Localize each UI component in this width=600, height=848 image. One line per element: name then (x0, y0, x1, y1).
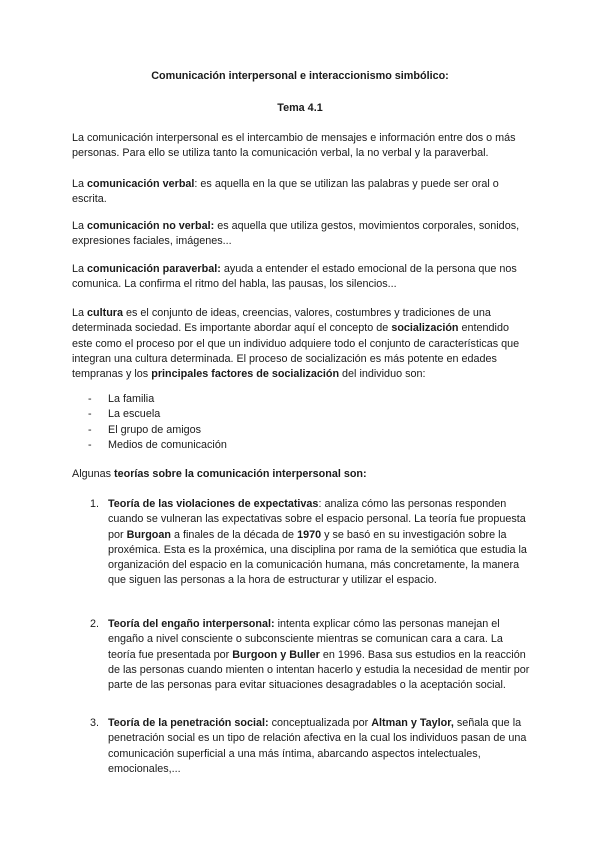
cultura-term: cultura (87, 307, 124, 319)
teoria-term: Teoría del engaño interpersonal: (108, 618, 275, 630)
teoria-author: Burgoan (126, 528, 171, 541)
teoria-text: en 1996. Basa sus estudios en la reacción de las personas cuando mienten o intentan hacerlo y estudia la necesidad de mentir por parte de las personas para evitar situaciones desagradables o la aceptación social. (108, 648, 530, 692)
factores-term: principales factores de socialización (151, 368, 340, 381)
no-verbal-definition: es aquella que utiliza gestos, movimientos corporales, sonidos, expresiones faciales, imágenes... (72, 220, 520, 248)
cultura-text-1: La (72, 307, 88, 319)
paraverbal-definition: ayuda a entender el estado emocional de la persona que nos comunica. La confirma el ritmo del habla, las pausas, los silencios... (72, 263, 517, 291)
teoria-text: a finales de la década de (171, 528, 298, 541)
intro-text: La comunicación interpersonal es el intercambio de mensajes e información entre dos o más personas. Para ello se utiliza tanto la comunicación verbal, la no verbal y la paraverbal. (72, 132, 516, 160)
no-verbal-paragraph (72, 219, 532, 250)
teorias-intro-term: teorías sobre la comunicación interpersonal son: (114, 468, 367, 480)
document-subtitle: Tema 4.1 (277, 102, 323, 114)
cultura-text-3: entendido este como el proceso por el que un individuo adquiere todo el conjunto de características que integran una cultura determinada. El proceso de socialización es más potente en edades tempranas y los (72, 322, 520, 381)
teoria-text: y se basó en su investigación sobre la proxémica. Esta es la proxémica, una disciplina por rama de la semiótica que estudia la organización del espacio en la comunicación humana, más concretamente, la manera que siguen las personas a la hora de estructurar y utilizar el espacio. (108, 528, 527, 587)
document-title: Comunicación interpersonal e interaccionismo simbólico: (151, 70, 449, 82)
teoria-item-2 (90, 617, 530, 693)
cultura-paragraph (72, 306, 532, 382)
intro-paragraph (72, 131, 532, 162)
teoria-text: intenta explicar cómo las personas manejan el engaño a nivel consciente o subconsciente mientras se comunican cara a cara. La teoría fue presentada por (108, 618, 503, 661)
verbal-paragraph (72, 177, 532, 208)
teoria-item-1 (90, 497, 530, 589)
teoria-term: Teoría de la penetración social: (108, 717, 269, 729)
verbal-definition: : es aquella en la que se utilizan las palabras y puede ser oral o escrita. (72, 178, 499, 206)
list-item: - La familia (88, 392, 227, 407)
cultura-text-4: del individuo son: (339, 368, 426, 381)
socializacion-term: socialización (391, 322, 459, 335)
teoria-text: : analiza cómo las personas responden cuando se vulneran las expectativas sobre el espacio personal. La teoría fue propuesta por (108, 498, 526, 541)
teoria-text: conceptualizada por (268, 717, 372, 729)
list-item: - La escuela (88, 407, 227, 422)
item-number: 3. (90, 717, 100, 729)
teoria-author: Burgoon y Buller (232, 648, 320, 661)
verbal-lead: La (72, 178, 88, 190)
no-verbal-lead: La (72, 220, 88, 232)
teoria-item-3 (90, 716, 530, 777)
cultura-text-2: es el conjunto de ideas, creencias, valores, costumbres y tradiciones de una determinada sociedad. Es importante abordar aquí el concepto de (72, 307, 491, 335)
item-number: 2. (90, 618, 100, 630)
factores-list (88, 392, 227, 453)
verbal-term: comunicación verbal (87, 178, 195, 190)
teoria-body (108, 617, 530, 693)
paraverbal-paragraph (72, 262, 532, 293)
paraverbal-lead: La (72, 263, 88, 275)
paraverbal-term: comunicación paraverbal: (87, 263, 221, 275)
teoria-body (108, 716, 530, 777)
teorias-intro (72, 467, 532, 482)
list-item: - Medios de comunicación (88, 438, 227, 453)
teorias-intro-text: Algunas (72, 468, 115, 480)
teoria-year: 1970 (297, 528, 322, 541)
teoria-author: Altman y Taylor, (371, 717, 454, 729)
item-number: 1. (90, 498, 100, 510)
list-item: - El grupo de amigos (88, 423, 227, 438)
teoria-body (108, 497, 530, 589)
teoria-term: Teoría de las violaciones de expectativas (108, 498, 319, 510)
no-verbal-term: comunicación no verbal: (87, 220, 215, 232)
teoria-text: señala que la penetración social es un tipo de relación afectiva en la cual los individuos pasan de una comunicación superficial a una más íntima, abarcando aspectos intelectuales, emocionales,... (108, 717, 527, 775)
